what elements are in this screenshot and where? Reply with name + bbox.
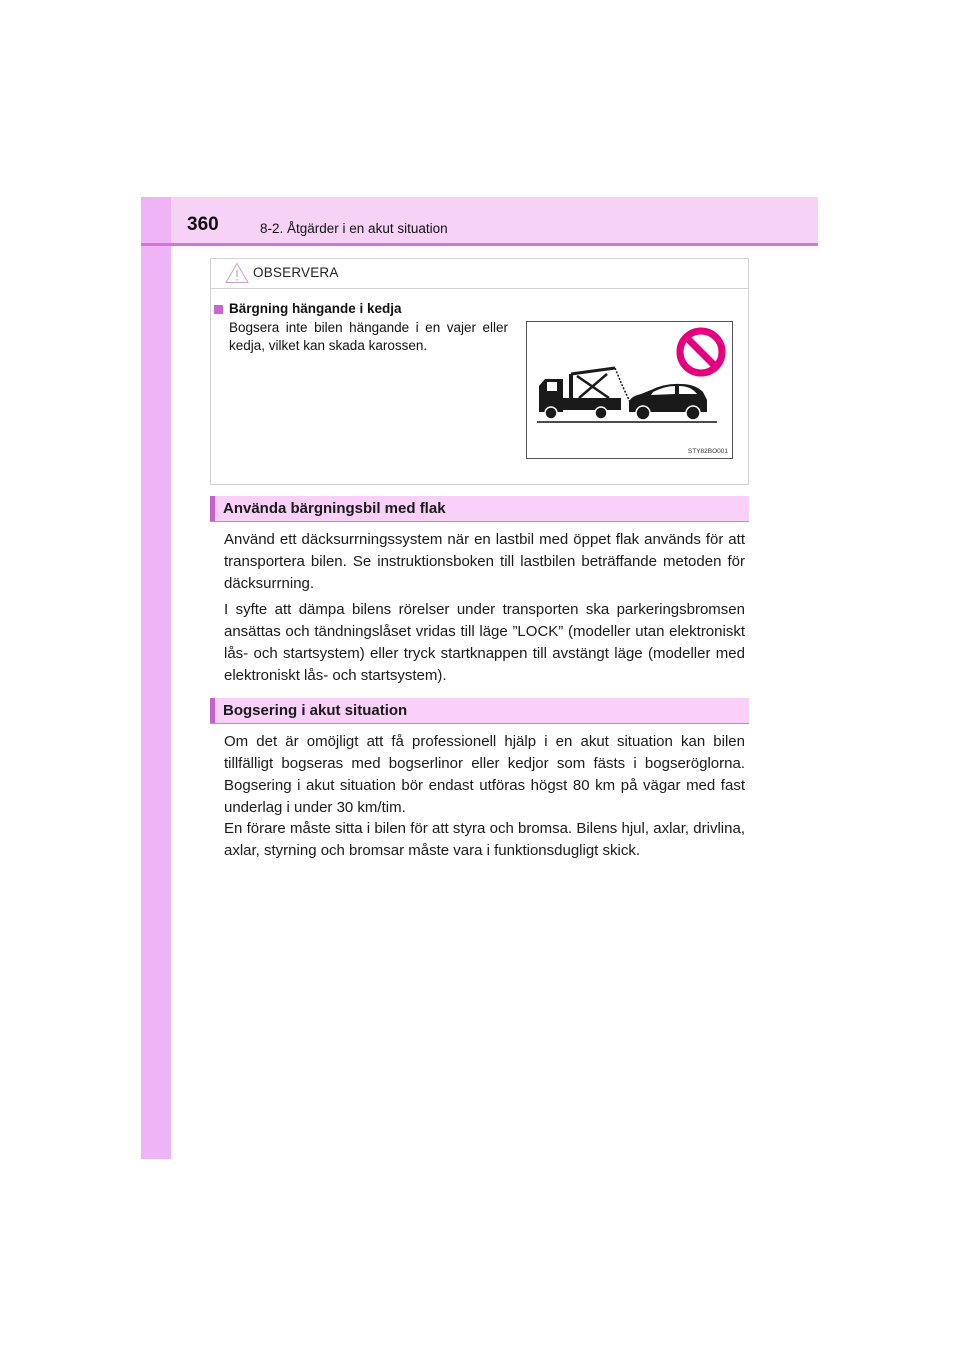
bullet-square-icon xyxy=(214,305,223,314)
header-rule xyxy=(141,243,818,246)
heading-flatbed-text: Använda bärgningsbil med flak xyxy=(223,500,446,517)
notice-item-title: Bärgning hängande i kedja xyxy=(229,301,402,316)
notice-box xyxy=(210,258,749,485)
warning-triangle-icon xyxy=(225,262,249,284)
towed-car xyxy=(629,384,707,420)
paragraph-flatbed-1: Använd ett däcksurrningssystem när en lastbil med öppet flak används för att transportera bilen. Se instruktionsboken till lastbilen beträffande metoden för däcksurrning. xyxy=(224,531,745,592)
tow-truck-drawing xyxy=(527,322,732,458)
tow-truck xyxy=(539,368,631,419)
heading-emergency-tow-text: Bogsering i akut situation xyxy=(223,702,408,719)
heading-flatbed xyxy=(210,496,749,522)
heading-emergency-tow xyxy=(210,698,749,724)
side-color-strip xyxy=(141,197,171,1159)
notice-header xyxy=(211,259,748,289)
paragraph-emergency-1: Om det är omöjligt att få professionell hjälp i en akut situation kan bilen tillfälligt bogseras med bogserlinor eller kedjor som fästs i bogseröglorna. Bogsering i akut situation bör endast utföras högst 80 km på vägar med fast underlag i under 30 km/tim. xyxy=(224,733,745,816)
paragraph-emergency-2: En förare måste sitta i bilen för att styra och bromsa. Bilens hjul, axlar, drivlina, axlar, styrning och bromsar måste vara i funktionsdugligt skick. xyxy=(224,820,745,859)
tow-illustration xyxy=(526,321,733,459)
notice-title: OBSERVERA xyxy=(253,265,339,280)
heading-accent xyxy=(210,496,215,521)
section-label: 8-2. Åtgärder i en akut situation xyxy=(260,221,448,236)
header-band xyxy=(171,197,818,243)
heading-accent xyxy=(210,698,215,723)
prohibited-icon xyxy=(680,331,722,373)
paragraph-flatbed-2: I syfte att dämpa bilens rörelser under transporten ska parkeringsbromsen ansättas och tändningslåset vridas till läge ”LOCK” (modeller utan elektroniskt lås- och startsystem) eller tryck startknappen till avstängt läge (modeller med elektroniskt lås- och startsystem). xyxy=(224,601,745,684)
page-number: 360 xyxy=(187,214,219,235)
image-code: STY82BO001 xyxy=(687,448,728,455)
notice-item-text: Bogsera inte bilen hängande i en vajer eller kedja, vilket kan skada karossen. xyxy=(229,320,508,353)
